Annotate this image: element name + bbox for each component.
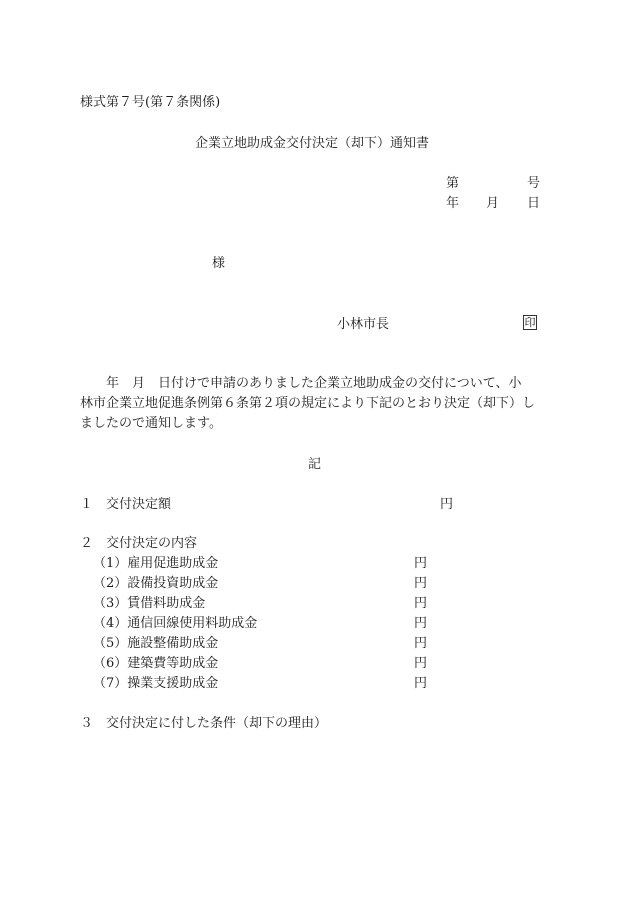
date-year: 年 — [446, 196, 460, 211]
grant-item-unit: 円 — [414, 596, 428, 611]
grant-item-unit: 円 — [414, 556, 428, 571]
date-month: 月 — [486, 196, 500, 211]
grant-item-label: （6）建築費等助成金 — [93, 656, 219, 671]
grant-item-unit: 円 — [414, 636, 428, 651]
section-2-number: ２ — [80, 536, 94, 551]
section-2-label: 交付決定の内容 — [106, 536, 198, 551]
document-number-label: 第 — [446, 176, 460, 191]
grant-item-label: （5）施設整備助成金 — [93, 636, 219, 651]
grant-item-label: （2）設備投資助成金 — [93, 576, 219, 591]
grant-item-label: （7）操業支援助成金 — [93, 676, 219, 691]
section-1-label: 交付決定額 — [106, 497, 172, 512]
document-title: 企業立地助成金交付決定（却下）通知書 — [195, 136, 430, 151]
grant-item-unit: 円 — [414, 576, 428, 591]
grant-item-label: （3）賃借料助成金 — [93, 596, 206, 611]
body-line-2: 林市企業立地促進条例第６条第２項の規定により下記のとおり決定（却下）し — [80, 396, 536, 411]
section-1-number: １ — [80, 497, 94, 512]
seal-stamp — [523, 315, 537, 330]
grant-item-unit: 円 — [414, 656, 428, 671]
grant-item-unit: 円 — [414, 616, 428, 631]
section-3-label: 交付決定に付した条件（却下の理由） — [106, 716, 328, 731]
body-line-3: ましたので通知します。 — [80, 416, 222, 431]
grant-item-unit: 円 — [414, 676, 428, 691]
form-number: 様式第７号(第７条関係) — [80, 95, 221, 110]
document-number-suffix: 号 — [527, 176, 541, 191]
issuer-name: 小林市長 — [337, 317, 390, 332]
grant-item-label: （4）通信回線使用料助成金 — [93, 616, 258, 631]
section-3-number: ３ — [80, 716, 94, 731]
ki-heading: 記 — [308, 457, 322, 472]
section-1-unit: 円 — [440, 497, 454, 512]
body-line-1: 年 月 日付けで申請のありました企業立地助成金の交付について、小 — [80, 376, 522, 391]
date-day: 日 — [527, 196, 541, 211]
addressee-suffix: 様 — [212, 256, 226, 271]
seal-label: 印 — [524, 316, 536, 329]
grant-item-label: （1）雇用促進助成金 — [93, 556, 219, 571]
